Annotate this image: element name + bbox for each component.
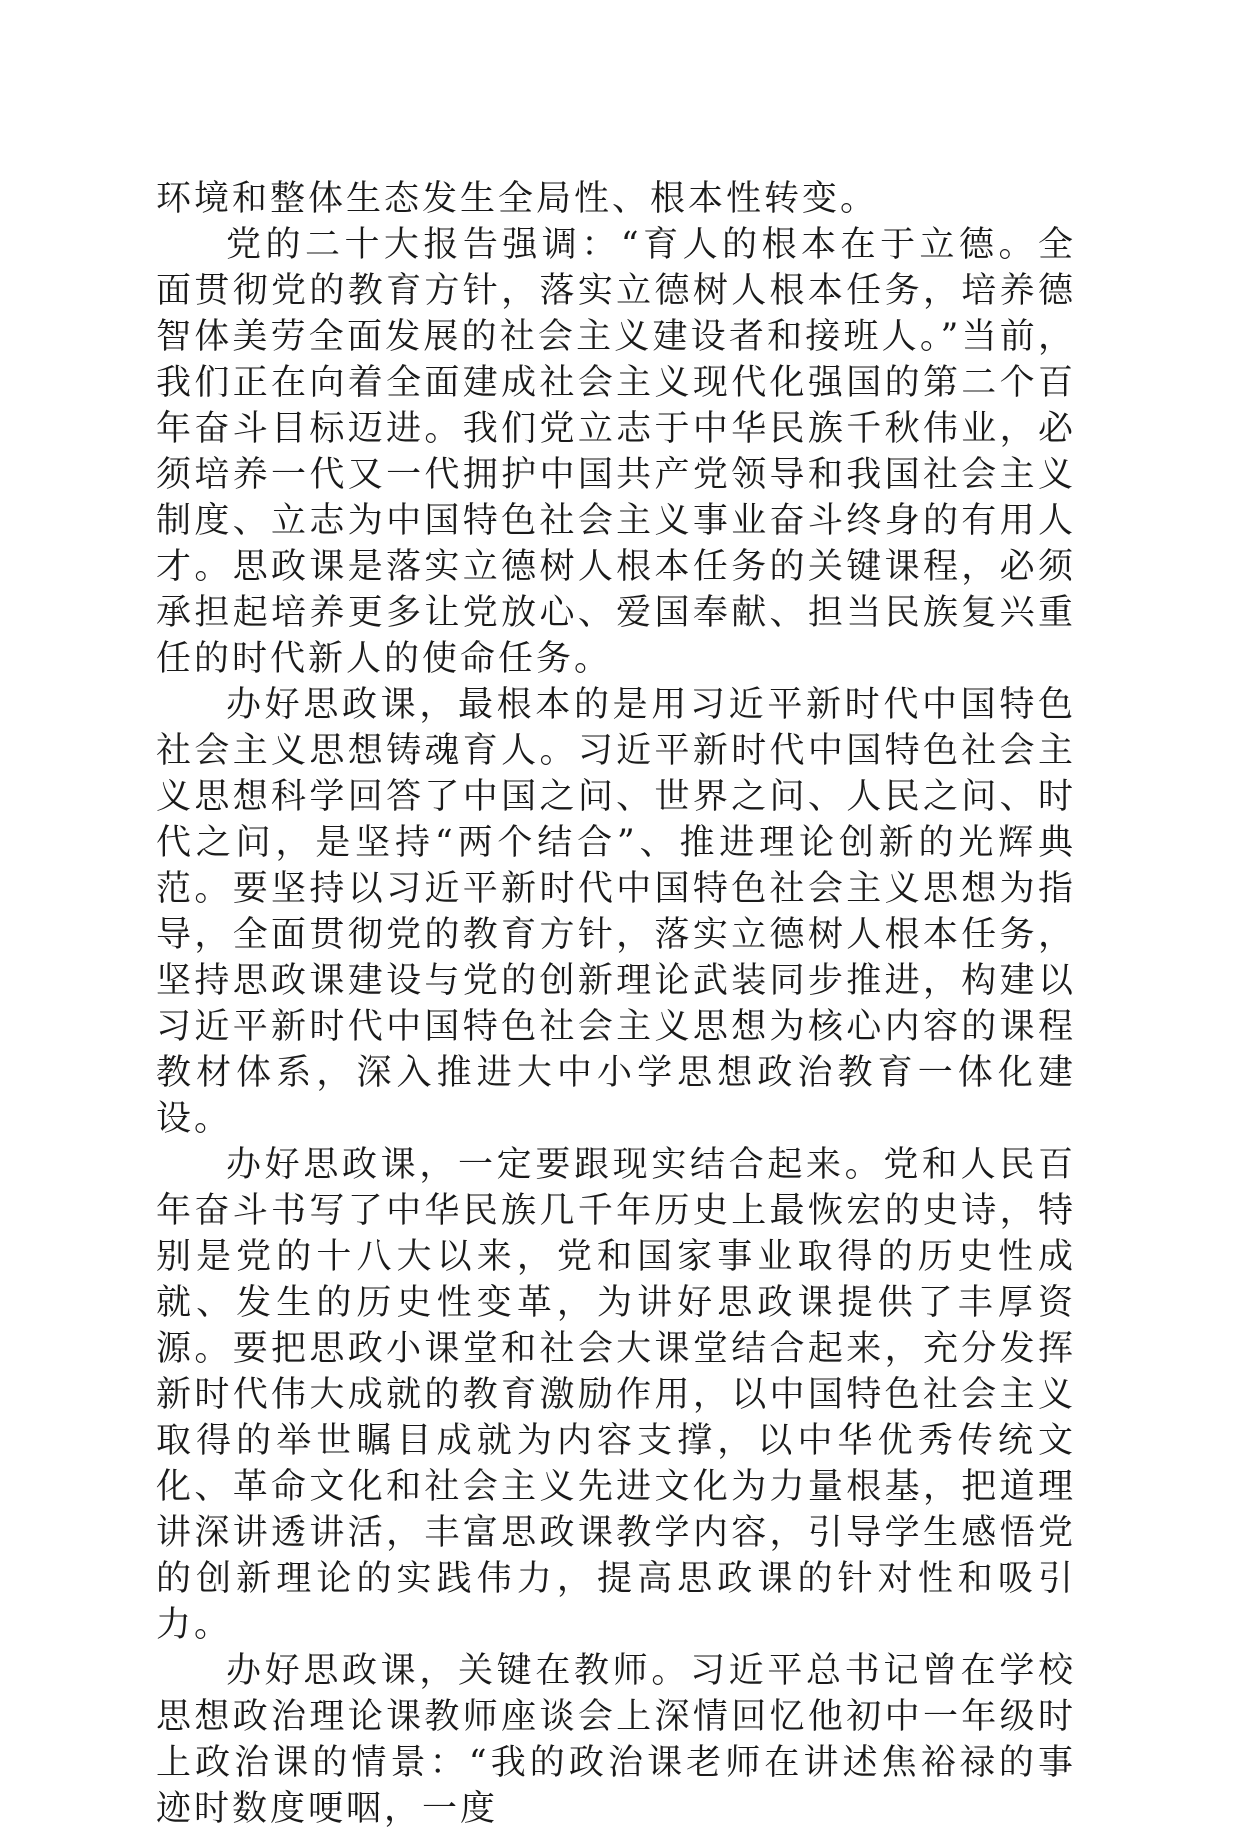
paragraph-teachers: 办好思政课，关键在教师。习近平总书记曾在学校思想政治理论课教师座谈会上深情回忆他初中一年级时上政治课的情景：“我的政治课老师在讲述焦裕禄的事迹时数度哽咽，一度 <box>156 1651 1076 1829</box>
paragraph-continued: 环境和整体生态发生全局性、根本性转变。 <box>156 179 879 219</box>
paragraph-twentieth-congress: 党的二十大报告强调：“育人的根本在于立德。全面贯彻党的教育方针，落实立德树人根本任务，培养德智体美劳全面发展的社会主义建设者和接班人。”当前，我们正在向着全面建成社会主义现代化强国的第二个百年奋斗目标迈进。我们党立志于中华民族千秋伟业，必须培养一代又一代拥护中国共产党领导和我国社会主义制度、立志为中国特色社会主义事业奋斗终身的有用人才。思政课是落实立德树人根本任务的关键课程，必须承担起培养更多让党放心、爱国奉献、担当民族复兴重任的时代新人的使命任务。 <box>156 225 1076 679</box>
body-text <box>156 176 1076 1832</box>
paragraph-reality: 办好思政课，一定要跟现实结合起来。党和人民百年奋斗书写了中华民族几千年历史上最恢宏的史诗，特别是党的十八大以来，党和国家事业取得的历史性成就、发生的历史性变革，为讲好思政课提供了丰厚资源。要把思政小课堂和社会大课堂结合起来，充分发挥新时代伟大成就的教育激励作用，以中国特色社会主义取得的举世瞩目成就为内容支撑，以中华优秀传统文化、革命文化和社会主义先进文化为力量根基，把道理讲深讲透讲活，丰富思政课教学内容，引导学生感悟党的创新理论的实践伟力，提高思政课的针对性和吸引力。 <box>156 1145 1076 1645</box>
paragraph-xi-thought: 办好思政课，最根本的是用习近平新时代中国特色社会主义思想铸魂育人。习近平新时代中国特色社会主义思想科学回答了中国之问、世界之问、人民之问、时代之问，是坚持“两个结合”、推进理论创新的光辉典范。要坚持以习近平新时代中国特色社会主义思想为指导，全面贯彻党的教育方针，落实立德树人根本任务，坚持思政课建设与党的创新理论武装同步推进，构建以习近平新时代中国特色社会主义思想为核心内容的课程教材体系，深入推进大中小学思想政治教育一体化建设。 <box>156 685 1076 1139</box>
